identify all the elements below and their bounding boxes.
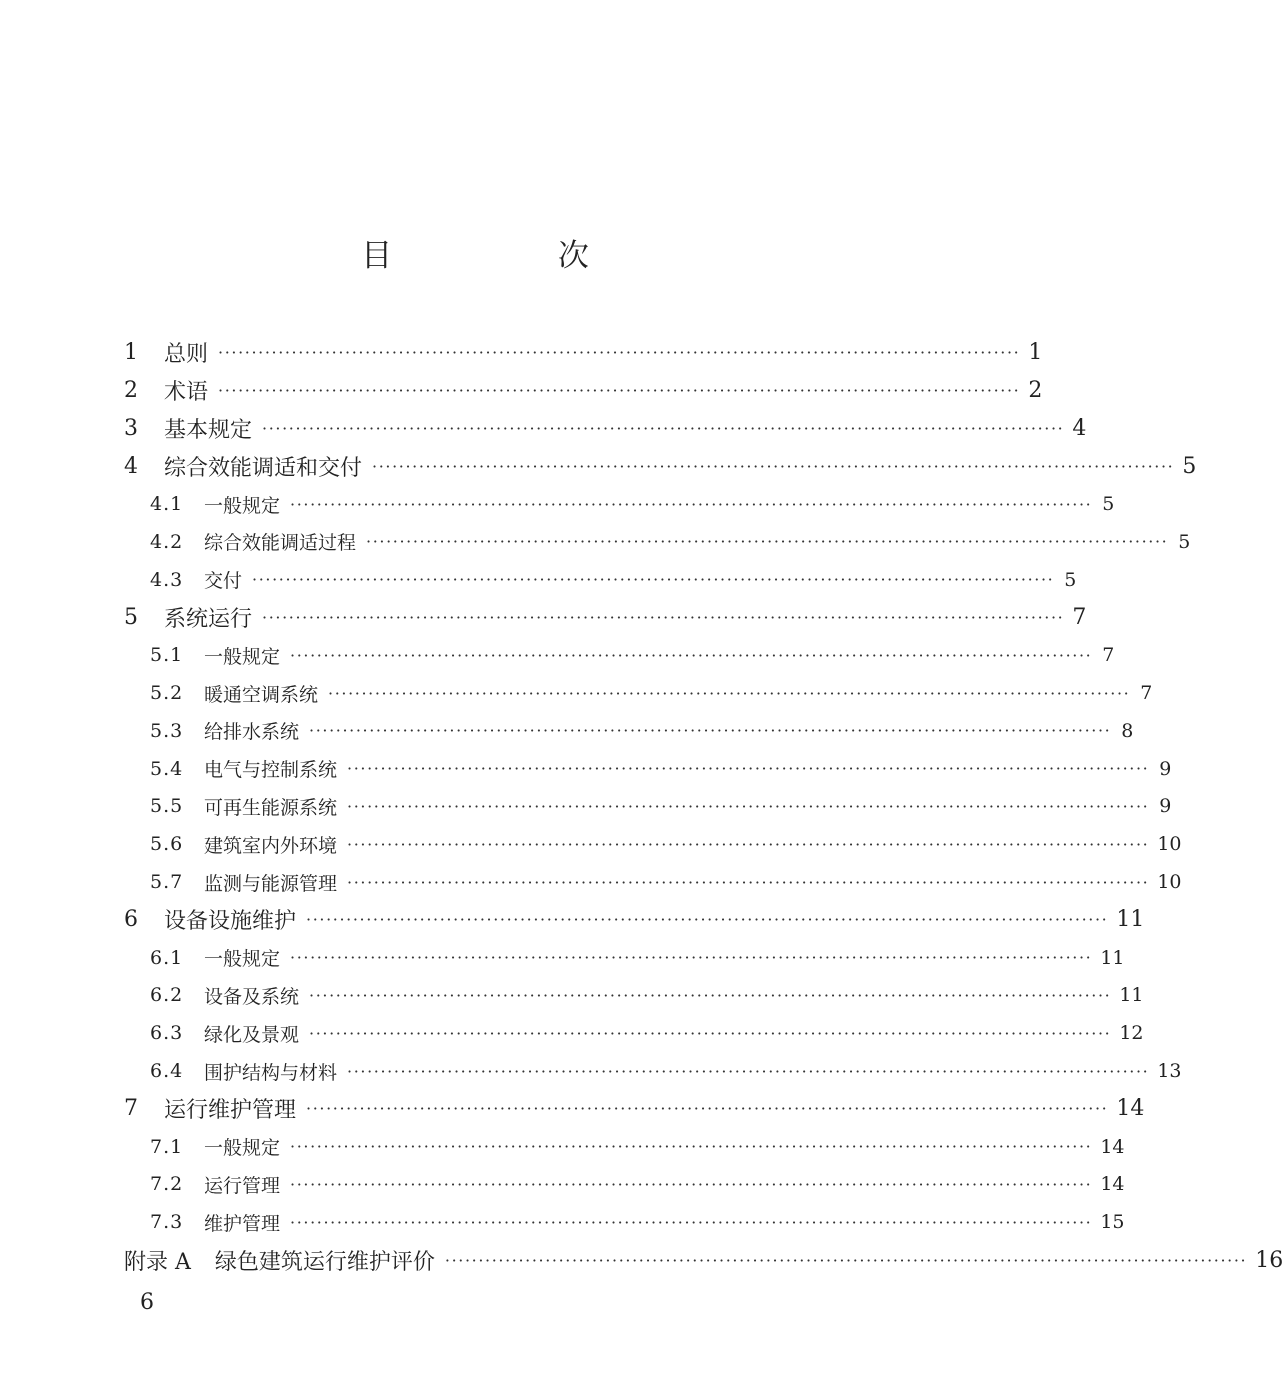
toc-leader-dots: ························································································································ [290,1137,1093,1157]
toc-leader-dots: ························································································································ [252,570,1055,590]
toc-leader-dots: ························································································································ [328,683,1131,703]
toc-entry-number: 5 [124,604,138,630]
toc-entry-label: 维护管理 [204,1212,281,1235]
toc-entry[interactable] [124,1241,1283,1279]
toc-entry-number: 附录 A [124,1249,191,1275]
toc-entry-page: 13 [1157,1060,1182,1083]
toc-entry-label: 一般规定 [204,494,281,517]
toc-leader-dots: ························································································································ [309,1023,1112,1043]
toc-entry-page: 15 [1100,1211,1125,1234]
toc-entry-label: 电气与控制系统 [204,759,338,782]
toc-entry-number: 4.3 [150,568,184,591]
toc-entry[interactable] [124,901,1145,939]
toc-leader-dots: ························································································································ [262,607,1065,627]
toc-entry[interactable] [124,1128,1125,1166]
toc-entry-number: 6.3 [150,1022,184,1045]
toc-entry-label: 围护结构与材料 [204,1061,338,1084]
toc-entry-number: 3 [124,415,138,441]
toc-entry-page: 9 [1159,757,1172,780]
toc-entry-label: 绿色建筑运行维护评价 [214,1249,435,1275]
toc-entry-number: 5.6 [150,833,184,856]
toc-entry-label: 运行维护管理 [164,1098,297,1124]
toc-entry-page: 8 [1121,719,1134,742]
toc-entry-number: 5.7 [150,871,184,894]
toc-entry-label: 可再生能源系统 [204,796,338,819]
toc-entry[interactable] [124,674,1153,712]
toc-leader-dots: ························································································································ [306,1099,1109,1119]
toc-entry[interactable] [124,1052,1182,1090]
toc-entry-page: 5 [1064,568,1077,591]
toc-entry-number: 5.1 [150,644,184,667]
toc-entry-page: 7 [1072,604,1087,630]
toc-leader-dots: ························································································································ [290,1212,1093,1232]
toc-entry-page: 12 [1119,1022,1144,1045]
toc-leader-dots: ························································································································ [309,721,1112,741]
toc-entry[interactable] [124,939,1125,977]
toc-entry[interactable] [124,523,1191,561]
toc-entry-label: 给排水系统 [204,721,300,744]
toc-entry-page: 10 [1157,833,1182,856]
toc-entry-number: 6 [124,907,138,933]
toc-entry[interactable] [124,599,1087,637]
toc-entry[interactable] [124,863,1182,901]
toc-entry-page: 11 [1100,946,1125,969]
toc-entry-page: 16 [1255,1247,1283,1273]
toc-entry-number: 5.3 [150,719,184,742]
toc-entry[interactable] [124,1014,1144,1052]
toc-entry-label: 一般规定 [204,1137,281,1160]
toc-entry-number: 7.3 [150,1211,184,1234]
toc-list [124,334,1283,1279]
toc-leader-dots: ························································································································ [347,1061,1150,1081]
toc-entry-number: 6.1 [150,946,184,969]
toc-entry-page: 2 [1028,378,1043,404]
toc-entry-page: 11 [1116,907,1145,933]
toc-entry-number: 4.1 [150,493,184,516]
toc-entry-page: 11 [1119,984,1144,1007]
toc-leader-dots: ························································································································ [444,1250,1248,1270]
toc-entry-page: 14 [1100,1135,1125,1158]
toc-entry[interactable] [124,636,1115,674]
toc-entry-label: 总则 [164,342,209,368]
toc-entry-number: 1 [124,340,138,366]
toc-entry-number: 7.1 [150,1135,184,1158]
toc-entry[interactable] [124,1090,1145,1128]
toc-entry-label: 运行管理 [204,1174,281,1197]
toc-leader-dots: ························································································································ [347,872,1150,892]
toc-entry-label: 监测与能源管理 [204,872,338,895]
toc-entry-label: 暖通空调系统 [204,683,319,706]
toc-title: 目 次 [361,238,667,274]
toc-entry-number: 4.2 [150,530,184,553]
toc-entry[interactable] [124,372,1043,410]
toc-leader-dots: ························································································································ [290,1174,1093,1194]
toc-entry-label: 交付 [204,570,243,593]
toc-entry-label: 设备及系统 [204,985,300,1008]
toc-entry-label: 系统运行 [164,606,253,632]
toc-entry-label: 综合效能调适过程 [204,532,357,555]
toc-entry-label: 综合效能调适和交付 [164,455,363,481]
toc-entry[interactable] [124,788,1172,826]
toc-entry-number: 6.2 [150,984,184,1007]
toc-entry-number: 6.4 [150,1060,184,1083]
toc-entry-page: 1 [1028,340,1043,366]
toc-leader-dots: ························································································································ [347,759,1150,779]
toc-entry-page: 10 [1157,871,1182,894]
toc-leader-dots: ························································································································ [347,796,1150,816]
toc-entry-label: 设备设施维护 [164,909,297,935]
toc-entry-page: 7 [1102,644,1115,667]
toc-leader-dots: ························································································································ [290,645,1093,665]
toc-entry-label: 一般规定 [204,645,281,668]
toc-entry[interactable] [124,977,1144,1015]
toc-entry-label: 一般规定 [204,948,281,971]
toc-entry-number: 5.4 [150,757,184,780]
toc-entry-label: 建筑室内外环境 [204,834,338,857]
toc-entry-label: 绿化及景观 [204,1023,300,1046]
toc-entry[interactable] [124,825,1182,863]
toc-entry-number: 5.2 [150,682,184,705]
toc-leader-dots: ························································································································ [290,948,1093,968]
toc-leader-dots: ························································································································ [218,343,1021,363]
toc-leader-dots: ························································································································ [372,456,1175,476]
toc-entry[interactable] [124,561,1077,599]
toc-leader-dots: ························································································································ [290,494,1093,514]
toc-leader-dots: ························································································································ [218,381,1021,401]
toc-entry-page: 5 [1178,530,1191,553]
toc-entry[interactable] [124,750,1172,788]
page-number: 6 [140,1290,154,1315]
toc-entry-number: 4 [124,453,138,479]
toc-entry-page: 4 [1072,415,1087,441]
toc-entry-page: 5 [1102,493,1115,516]
toc-entry-page: 7 [1140,682,1153,705]
toc-entry[interactable] [124,447,1197,485]
toc-entry-page: 5 [1182,453,1197,479]
toc-entry-number: 2 [124,378,138,404]
toc-leader-dots: ························································································································ [309,985,1112,1005]
toc-entry-page: 14 [1116,1096,1145,1122]
toc-entry[interactable] [124,410,1087,448]
toc-entry[interactable] [124,712,1134,750]
toc-entry-number: 7.2 [150,1173,184,1196]
toc-leader-dots: ························································································································ [262,418,1065,438]
toc-entry-number: 5.5 [150,795,184,818]
toc-entry-page: 9 [1159,795,1172,818]
toc-entry[interactable] [124,334,1043,372]
toc-entry-label: 基本规定 [164,417,253,443]
toc-leader-dots: ························································································································ [366,532,1169,552]
toc-leader-dots: ························································································································ [306,910,1109,930]
toc-entry-label: 术语 [164,380,209,406]
toc-entry[interactable] [124,1166,1125,1204]
toc-entry-page: 14 [1100,1173,1125,1196]
toc-entry-number: 7 [124,1096,138,1122]
toc-entry[interactable] [124,485,1115,523]
toc-entry[interactable] [124,1203,1125,1241]
toc-leader-dots: ························································································································ [347,834,1150,854]
